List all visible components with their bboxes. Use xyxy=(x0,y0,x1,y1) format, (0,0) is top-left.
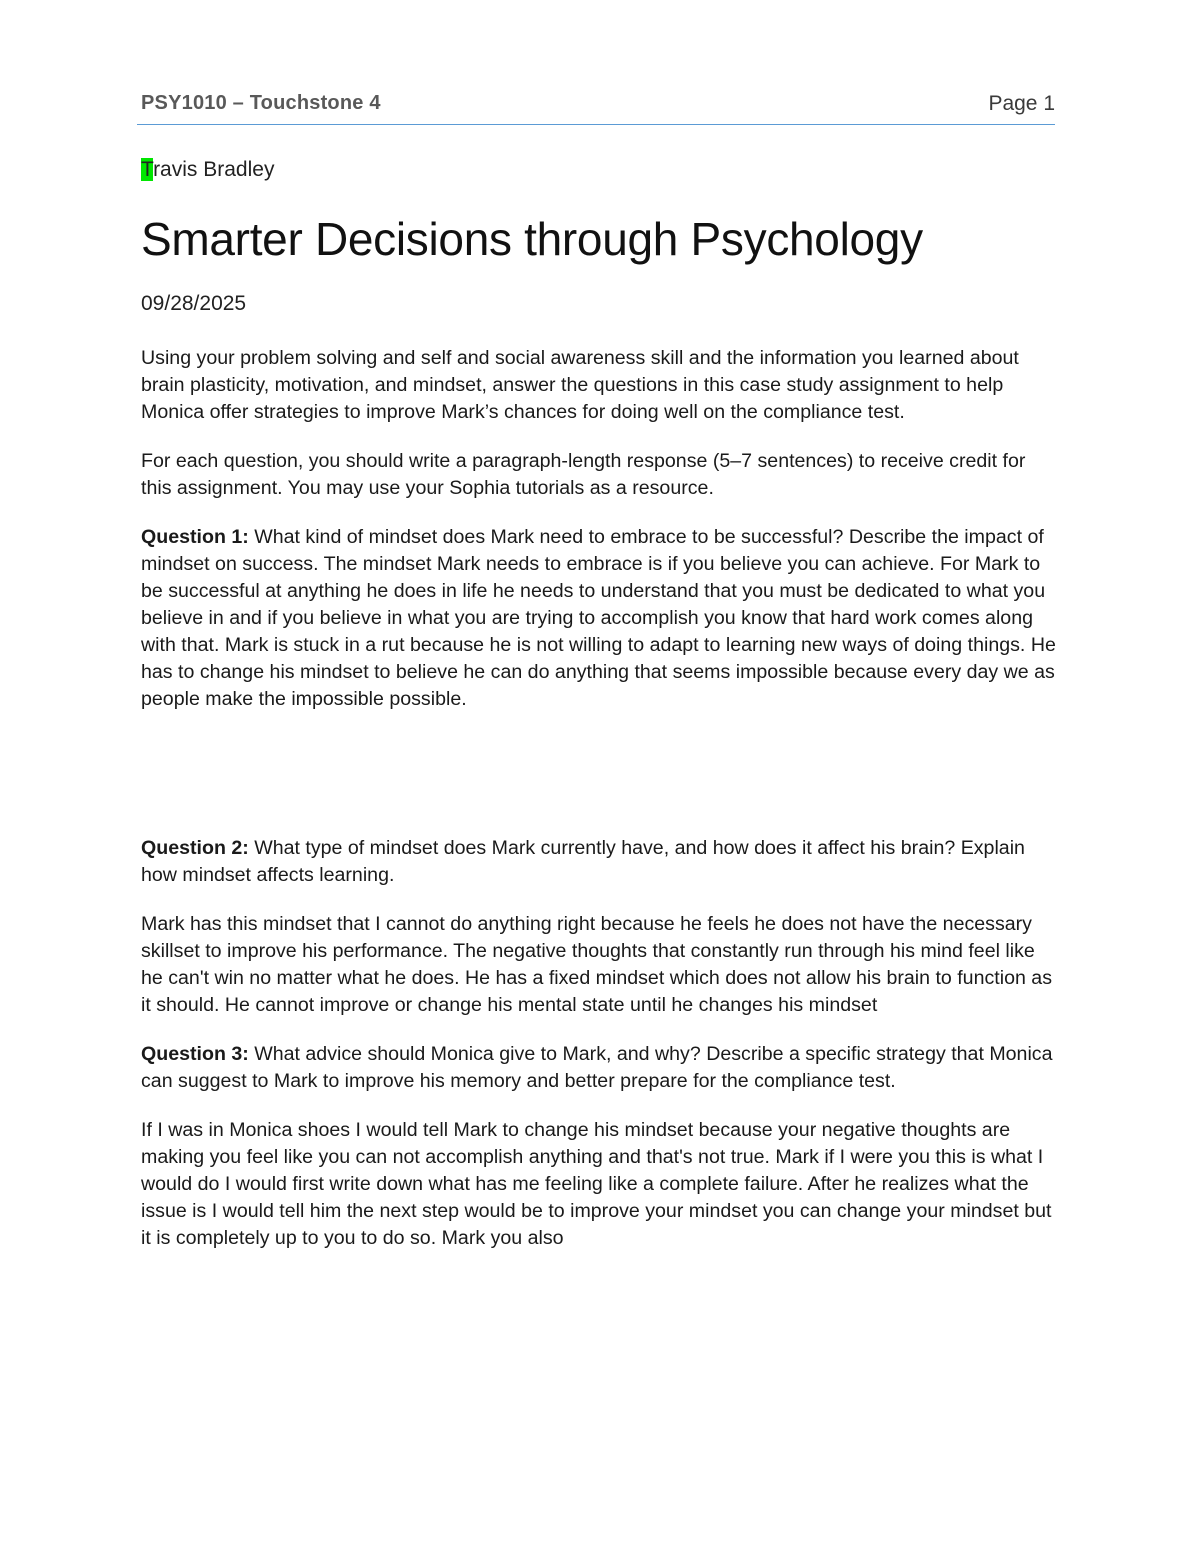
answer-3: If I was in Monica shoes I would tell Mark to change his mindset because your negative thoughts are making you feel like you can not accomplish anything and that's not true. Mark if I were you this is what I would do I would first write down what has me feeling like a complete failure. After he realizes what the issue is I would tell him the next step would be to improve your mindset you can change your mindset but it is completely up to you to do so. Mark you also xyxy=(141,1119,1052,1249)
author-name xyxy=(141,155,1061,185)
question-1-label: Question 1: xyxy=(141,526,249,548)
question-2-label: Question 2: xyxy=(141,837,249,859)
course-title: PSY1010 – Touchstone 4 xyxy=(141,92,381,114)
question-1 xyxy=(141,524,1061,713)
question-2 xyxy=(141,835,1061,889)
document-title: Smarter Decisions through Psychology xyxy=(141,213,923,265)
question-2-text: What type of mindset does Mark currently have, and how does it affect his brain? Explain how mindset affects learning. xyxy=(141,837,1025,886)
intro-paragraph-2: For each question, you should write a paragraph-length response (5–7 sentences) to receive credit for this assignment. You may use your Sophia tutorials as a resource. xyxy=(141,450,1026,499)
answer-2: Mark has this mindset that I cannot do anything right because he feels he does not have the necessary skillset to improve his performance. The negative thoughts that constantly run through his mind feel like he can't win no matter what he does. He has a fixed mindset which does not allow his brain to function as it should. He cannot improve or change his mental state until he changes his mindset xyxy=(141,913,1053,1016)
question-3-label: Question 3: xyxy=(141,1043,249,1065)
document-body xyxy=(141,155,1061,1252)
page-header xyxy=(137,90,1055,125)
page-number: Page 1 xyxy=(988,92,1055,115)
intro-paragraph-1: Using your problem solving and self and social awareness skill and the information you learned about brain plasticity, motivation, and mindset, answer the questions in this case study assignment to help Monica offer strategies to improve Mark’s chances for doing well on the compliance test. xyxy=(141,347,1019,423)
author-name-rest: ravis Bradley xyxy=(153,158,275,181)
question-3 xyxy=(141,1041,1061,1095)
question-1-text: What kind of mindset does Mark need to embrace to be successful? Describe the impact of mindset on success. The mindset Mark needs to embrace is if you believe you can achieve. For Mark to be successful at anything he does in life he needs to understand that you must be dedicated to what you believe in and if you believe in what you are trying to accomplish you know that hard work comes along with that. Mark is stuck in a rut because he is not willing to adapt to learning new ways of doing things. He has to change his mindset to believe he can do anything that seems impossible because every day we as people make the impossible possible. xyxy=(141,526,1056,710)
text-cursor-highlight: T xyxy=(141,158,154,181)
document-date: 09/28/2025 xyxy=(141,292,247,315)
question-3-text: What advice should Monica give to Mark, and why? Describe a specific strategy that Monica can suggest to Mark to improve his memory and better prepare for the compliance test. xyxy=(141,1043,1053,1092)
